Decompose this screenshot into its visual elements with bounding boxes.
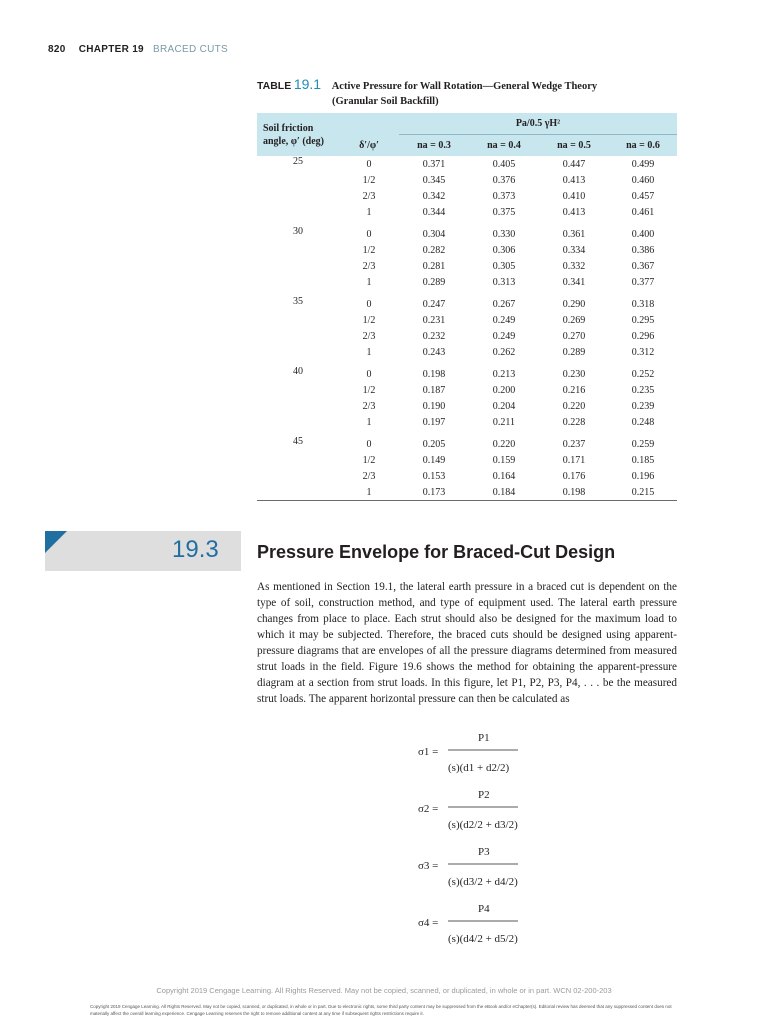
table-row — [257, 414, 677, 430]
cell-pressure-value: 0.413 — [562, 174, 586, 186]
cell-pressure-value: 0.262 — [492, 346, 516, 358]
section-title: Pressure Envelope for Braced-Cut Design — [257, 542, 616, 562]
cell-pressure-value: 0.330 — [492, 228, 516, 240]
cell-pressure-value: 0.306 — [492, 244, 516, 256]
table-row — [257, 188, 677, 204]
cell-pressure-value: 0.184 — [469, 484, 539, 501]
eq4-numerator: P4 — [478, 903, 490, 915]
cell-delta-ratio: 1/2 — [362, 314, 376, 326]
copyright-footer: Copyright 2019 Cengage Learning. All Rights Reserved. May not be copied, scanned, or duplicated, in whole or in part. WCN 02-200-203 — [156, 986, 612, 995]
header-na-06: na = 0.6 — [626, 140, 660, 151]
cell-pressure-value: 0.281 — [422, 260, 446, 272]
table-row — [257, 452, 677, 468]
cell-delta-ratio: 0 — [366, 368, 372, 380]
cell-delta-ratio: 0 — [366, 158, 372, 170]
cell-pressure-value: 0.410 — [562, 190, 586, 202]
cell-friction-angle — [257, 398, 339, 414]
cell-pressure-value: 0.341 — [562, 276, 586, 288]
cell-friction-angle — [257, 204, 339, 220]
eq2-denominator: (s)(d2/2 + d3/2) — [448, 819, 518, 831]
cell-delta-ratio: 2/3 — [362, 330, 376, 342]
cell-pressure-value: 0.267 — [492, 298, 516, 310]
table-row — [257, 226, 677, 242]
cell-pressure-value: 0.249 — [492, 330, 516, 342]
cell-pressure-value: 0.318 — [631, 298, 655, 310]
cell-pressure-value: 0.176 — [562, 470, 586, 482]
cell-pressure-value: 0.196 — [631, 470, 655, 482]
cell-pressure-value: 0.345 — [422, 174, 446, 186]
cell-pressure-value: 0.313 — [492, 276, 516, 288]
cell-friction-angle — [257, 414, 339, 430]
cell-pressure-value: 0.289 — [562, 346, 586, 358]
cell-delta-ratio: 1/2 — [362, 384, 376, 396]
cell-friction-angle — [257, 188, 339, 204]
equation-sigma-3 — [418, 846, 518, 888]
cell-pressure-value: 0.185 — [631, 454, 655, 466]
cell-pressure-value: 0.375 — [492, 206, 516, 218]
cell-pressure-value: 0.290 — [562, 298, 586, 310]
eq2-numerator: P2 — [478, 789, 490, 801]
header-na-04: na = 0.4 — [487, 140, 521, 151]
table-row — [257, 296, 677, 312]
header-soil-friction: Soil friction angle, φ′ (deg) — [263, 122, 324, 147]
cell-pressure-value: 0.213 — [492, 368, 516, 380]
header-na-05: na = 0.5 — [557, 140, 591, 151]
table-row — [257, 382, 677, 398]
cell-pressure-value: 0.232 — [422, 330, 446, 342]
cell-pressure-value: 0.371 — [422, 158, 446, 170]
cell-pressure-value: 0.237 — [562, 438, 586, 450]
cell-pressure-value: 0.259 — [631, 438, 655, 450]
cell-friction-angle — [257, 484, 339, 501]
cell-pressure-value: 0.405 — [492, 158, 516, 170]
table-row — [257, 172, 677, 188]
cell-pressure-value: 0.247 — [422, 298, 446, 310]
header-pressure-group: Pa/0.5 γH² — [399, 113, 677, 135]
equation-sigma-2 — [418, 789, 518, 831]
eq4-denominator: (s)(d4/2 + d5/2) — [448, 933, 518, 945]
cell-delta-ratio: 1 — [339, 484, 399, 501]
cell-pressure-value: 0.231 — [422, 314, 446, 326]
equation-sigma-4 — [418, 903, 518, 945]
table-title-line2: (Granular Soil Backfill) — [332, 96, 439, 107]
cell-delta-ratio: 0 — [366, 438, 372, 450]
cell-pressure-value: 0.230 — [562, 368, 586, 380]
cell-pressure-value: 0.269 — [562, 314, 586, 326]
chapter-label: CHAPTER 19 — [78, 44, 144, 55]
eq1-lhs: σ1 = — [418, 746, 439, 758]
table-row — [257, 366, 677, 382]
running-head — [48, 44, 228, 55]
cell-delta-ratio: 2/3 — [362, 190, 376, 202]
cell-pressure-value: 0.334 — [562, 244, 586, 256]
cell-pressure-value: 0.312 — [631, 346, 655, 358]
cell-friction-angle — [257, 328, 339, 344]
cell-pressure-value: 0.499 — [631, 158, 655, 170]
page-number: 820 — [48, 44, 66, 55]
cell-friction-angle — [257, 258, 339, 274]
cell-friction-angle: 45 — [293, 436, 303, 447]
cell-delta-ratio: 1/2 — [362, 244, 376, 256]
chapter-title: BRACED CUTS — [153, 44, 229, 55]
cell-delta-ratio: 0 — [366, 298, 372, 310]
cell-pressure-value: 0.377 — [631, 276, 655, 288]
table-number: 19.1 — [293, 76, 322, 92]
cell-pressure-value: 0.282 — [422, 244, 446, 256]
cell-pressure-value: 0.220 — [492, 438, 516, 450]
cell-pressure-value: 0.211 — [492, 416, 516, 428]
cell-friction-angle: 25 — [293, 156, 303, 167]
cell-pressure-value: 0.243 — [422, 346, 446, 358]
table-label: TABLE — [257, 80, 292, 92]
cell-pressure-value: 0.159 — [492, 454, 516, 466]
table-row — [257, 344, 677, 360]
cell-pressure-value: 0.215 — [609, 484, 677, 501]
cell-pressure-value: 0.235 — [631, 384, 655, 396]
cell-friction-angle — [257, 382, 339, 398]
eq3-numerator: P3 — [478, 846, 490, 858]
cell-delta-ratio: 0 — [366, 228, 372, 240]
table-row — [257, 274, 677, 290]
cell-pressure-value: 0.149 — [422, 454, 446, 466]
cell-pressure-value: 0.198 — [422, 368, 446, 380]
cell-pressure-value: 0.461 — [631, 206, 655, 218]
header-delta-ratio: δ′/φ′ — [359, 139, 379, 151]
cell-pressure-value: 0.270 — [562, 330, 586, 342]
cell-pressure-value: 0.220 — [562, 400, 586, 412]
cell-pressure-value: 0.190 — [422, 400, 446, 412]
eq3-denominator: (s)(d3/2 + d4/2) — [448, 876, 518, 888]
cell-pressure-value: 0.248 — [631, 416, 655, 428]
eq4-lhs: σ4 = — [418, 917, 439, 929]
cell-delta-ratio: 2/3 — [362, 470, 376, 482]
eq1-denominator: (s)(d1 + d2/2) — [448, 762, 510, 774]
table-row — [257, 156, 677, 172]
cell-pressure-value: 0.153 — [422, 470, 446, 482]
table-row — [257, 484, 677, 501]
cell-pressure-value: 0.205 — [422, 438, 446, 450]
cell-pressure-value: 0.342 — [422, 190, 446, 202]
table-row — [257, 328, 677, 344]
cell-pressure-value: 0.400 — [631, 228, 655, 240]
eq1-numerator: P1 — [478, 732, 490, 744]
cell-pressure-value: 0.228 — [562, 416, 586, 428]
cell-pressure-value: 0.361 — [562, 228, 586, 240]
cell-pressure-value: 0.413 — [562, 206, 586, 218]
cell-pressure-value: 0.216 — [562, 384, 586, 396]
cell-pressure-value: 0.373 — [492, 190, 516, 202]
cell-friction-angle — [257, 274, 339, 290]
eq3-lhs: σ3 = — [418, 860, 439, 872]
table-row — [257, 312, 677, 328]
cell-pressure-value: 0.447 — [562, 158, 586, 170]
active-pressure-table — [257, 113, 677, 501]
cell-pressure-value: 0.204 — [492, 400, 516, 412]
table-caption — [257, 77, 677, 109]
cell-pressure-value: 0.332 — [562, 260, 586, 272]
cell-friction-angle: 30 — [293, 226, 303, 237]
table-row — [257, 436, 677, 452]
cell-pressure-value: 0.295 — [631, 314, 655, 326]
table-title-line1: Active Pressure for Wall Rotation—General Wedge Theory — [331, 81, 598, 92]
cell-delta-ratio: 1/2 — [362, 174, 376, 186]
cell-friction-angle: 35 — [293, 296, 303, 307]
cell-pressure-value: 0.200 — [492, 384, 516, 396]
cell-friction-angle — [257, 242, 339, 258]
cell-pressure-value: 0.171 — [562, 454, 586, 466]
cell-delta-ratio: 1 — [366, 416, 372, 428]
cell-delta-ratio: 1 — [366, 276, 372, 288]
cell-pressure-value: 0.386 — [631, 244, 655, 256]
cell-delta-ratio: 1 — [366, 346, 372, 358]
table-row — [257, 242, 677, 258]
cell-friction-angle — [257, 452, 339, 468]
cell-pressure-value: 0.367 — [631, 260, 655, 272]
cell-pressure-value: 0.198 — [539, 484, 609, 501]
cell-friction-angle — [257, 344, 339, 360]
cell-pressure-value: 0.296 — [631, 330, 655, 342]
table-body — [257, 156, 677, 501]
cell-pressure-value: 0.164 — [492, 470, 516, 482]
copyright-notice: Copyright 2019 Cengage Learning. All Rights Reserved. May not be copied, scanned, or duplicated, in whole or in part. Due to electronic rights, some third party content may be suppressed from the eBook and/or eChapter(s). Editorial review has deemed that any suppressed content does not materially affect the overall learning experience. Cengage Learning reserves the right to remove additional content at any time if subsequent rights restrictions require it. — [90, 1004, 672, 1016]
eq2-lhs: σ2 = — [418, 803, 439, 815]
section-body: As mentioned in Section 19.1, the lateral earth pressure in a braced cut is dependent on the type of soil, construction method, and type of equipment used. The lateral earth pressure changes from place to place. Each strut should also be designed for the maximum load to which it may be subjected. Therefore, the braced cuts should be designed using apparent-pressure diagrams that are envelopes of all the pressure diagrams determined from measured strut loads in the field. Figure 19.6 shows the method for obtaining the apparent-pressure diagram at a section from strut loads. In this figure, let P1, P2, P3, P4, . . . be the measured strut loads. The apparent horizontal pressure can then be calculated as — [257, 581, 677, 705]
cell-friction-angle — [257, 312, 339, 328]
cell-delta-ratio: 1/2 — [362, 454, 376, 466]
cell-pressure-value: 0.305 — [492, 260, 516, 272]
cell-pressure-value: 0.376 — [492, 174, 516, 186]
cell-pressure-value: 0.304 — [422, 228, 446, 240]
cell-pressure-value: 0.252 — [631, 368, 655, 380]
cell-pressure-value: 0.344 — [422, 206, 446, 218]
equation-sigma-1 — [418, 732, 518, 774]
cell-pressure-value: 0.187 — [422, 384, 446, 396]
equations — [300, 728, 600, 958]
cell-pressure-value: 0.239 — [631, 400, 655, 412]
cell-friction-angle: 40 — [293, 366, 303, 377]
table-row — [257, 468, 677, 484]
cell-pressure-value: 0.460 — [631, 174, 655, 186]
cell-pressure-value: 0.249 — [492, 314, 516, 326]
cell-friction-angle — [257, 172, 339, 188]
section-corner-marker — [45, 531, 67, 553]
cell-delta-ratio: 2/3 — [362, 400, 376, 412]
header-na-03: na = 0.3 — [417, 140, 451, 151]
cell-pressure-value: 0.289 — [422, 276, 446, 288]
cell-friction-angle — [257, 468, 339, 484]
table-row — [257, 258, 677, 274]
cell-delta-ratio: 2/3 — [362, 260, 376, 272]
table-row — [257, 204, 677, 220]
cell-pressure-value: 0.173 — [399, 484, 469, 501]
cell-pressure-value: 0.457 — [631, 190, 655, 202]
table-row — [257, 398, 677, 414]
cell-delta-ratio: 1 — [366, 206, 372, 218]
cell-pressure-value: 0.197 — [422, 416, 446, 428]
section-number: 19.3 — [172, 536, 219, 563]
